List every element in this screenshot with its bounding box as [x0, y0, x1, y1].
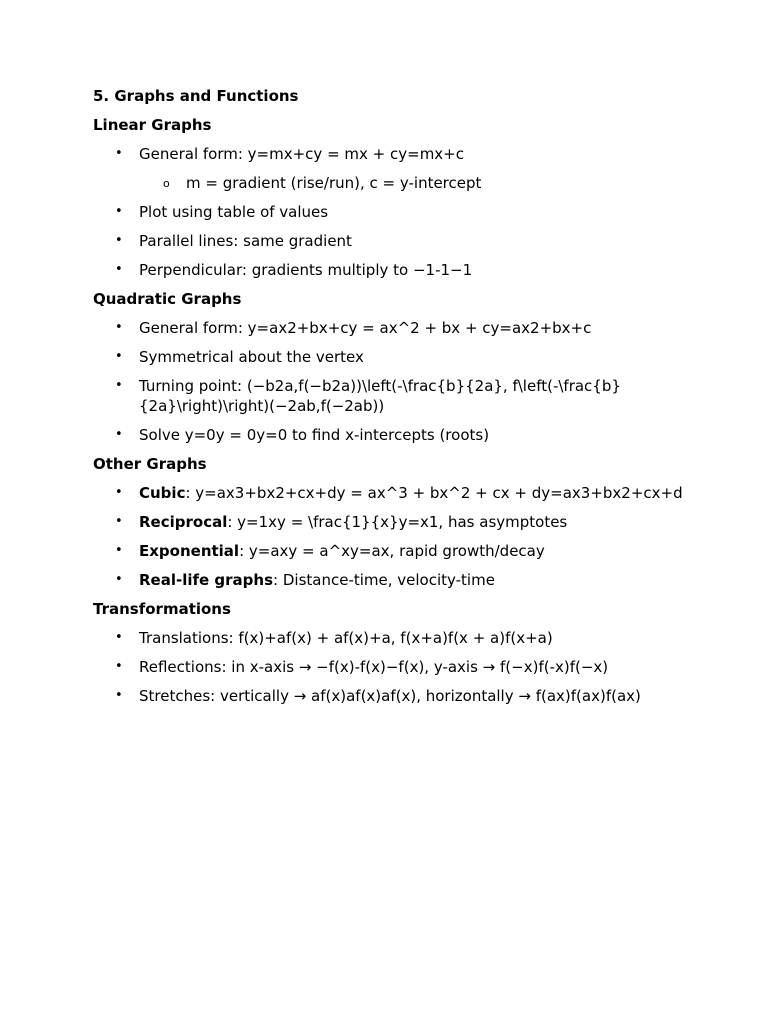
- list-item-text: Perpendicular: gradients multiply to −1-1−1: [139, 261, 473, 279]
- list-item: [93, 318, 683, 338]
- document-content: [93, 86, 683, 715]
- other-list: [93, 483, 683, 590]
- quadratic-list: [93, 318, 683, 445]
- bullet-icon: •: [115, 485, 123, 500]
- term-label: Real-life graphs: [139, 571, 274, 589]
- section-heading-other: Other Graphs: [93, 455, 207, 473]
- list-item-text: : Distance-time, velocity-time: [273, 571, 495, 589]
- list-item: [93, 376, 683, 416]
- term-label: Exponential: [139, 542, 240, 560]
- list-item: [93, 347, 683, 367]
- list-item-text: Solve y=0y = 0y=0 to find x-intercepts (roots): [139, 426, 490, 444]
- section-heading-quadratic: Quadratic Graphs: [93, 290, 242, 308]
- bullet-icon: •: [115, 262, 123, 277]
- term-label: Cubic: [139, 484, 186, 502]
- list-item: [93, 144, 683, 164]
- list-item-text: Parallel lines: same gradient: [139, 232, 352, 250]
- list-item-text: Symmetrical about the vertex: [139, 348, 364, 366]
- section-heading-transformations: Transformations: [93, 600, 231, 618]
- list-item: [93, 483, 683, 503]
- section-heading-linear: Linear Graphs: [93, 116, 212, 134]
- linear-list: [93, 144, 683, 280]
- transformations-list: [93, 628, 683, 706]
- sub-list-item: [93, 173, 683, 193]
- list-item-text: m = gradient (rise/run), c = y-intercept: [186, 174, 482, 192]
- list-item: [93, 512, 683, 532]
- bullet-icon: •: [115, 572, 123, 587]
- bullet-icon: •: [115, 233, 123, 248]
- list-item-text: General form: y=mx+cy = mx + cy=mx+c: [139, 145, 464, 163]
- list-item-text: Reflections: in x-axis → −f(x)-f(x)−f(x), y-axis → f(−x)f(-x)f(−x): [139, 658, 609, 676]
- list-item-text: Translations: f(x)+af(x) + af(x)+a, f(x+a)f(x + a)f(x+a): [139, 629, 553, 647]
- list-item-text: : y=1xy = \frac{1}{x}y=x1, has asymptotes: [227, 513, 568, 531]
- list-item: [93, 570, 683, 590]
- list-item-text: General form: y=ax2+bx+cy = ax^2 + bx + cy=ax2+bx+c: [139, 319, 592, 337]
- document-title: 5. Graphs and Functions: [93, 87, 299, 105]
- list-item-text: Plot using table of values: [139, 203, 329, 221]
- bullet-icon: •: [115, 204, 123, 219]
- bullet-icon: •: [115, 349, 123, 364]
- term-label: Reciprocal: [139, 513, 228, 531]
- bullet-icon: •: [115, 146, 123, 161]
- bullet-icon: •: [115, 320, 123, 335]
- list-item-text: Turning point: (−b2a,f(−b2a))\left(-\frac{b}{2a}, f\left(-\frac{b}{2a}\right)\right)(−2ab,f(−2ab)): [139, 377, 621, 415]
- list-item: [93, 202, 683, 222]
- list-item: [93, 231, 683, 251]
- sub-bullet-icon: o: [163, 177, 170, 190]
- list-item: [93, 628, 683, 648]
- list-item-text: : y=ax3+bx2+cx+dy = ax^3 + bx^2 + cx + dy=ax3+bx2+cx+d: [185, 484, 683, 502]
- bullet-icon: •: [115, 688, 123, 703]
- list-item: [93, 425, 683, 445]
- bullet-icon: •: [115, 427, 123, 442]
- bullet-icon: •: [115, 514, 123, 529]
- list-item: [93, 541, 683, 561]
- bullet-icon: •: [115, 543, 123, 558]
- bullet-icon: •: [115, 378, 123, 393]
- list-item: [93, 686, 683, 706]
- bullet-icon: •: [115, 630, 123, 645]
- list-item-text: Stretches: vertically → af(x)af(x)af(x), horizontally → f(ax)f(ax)f(ax): [139, 687, 641, 705]
- list-item: [93, 657, 683, 677]
- list-item: [93, 260, 683, 280]
- bullet-icon: •: [115, 659, 123, 674]
- list-item-text: : y=axy = a^xy=ax, rapid growth/decay: [239, 542, 545, 560]
